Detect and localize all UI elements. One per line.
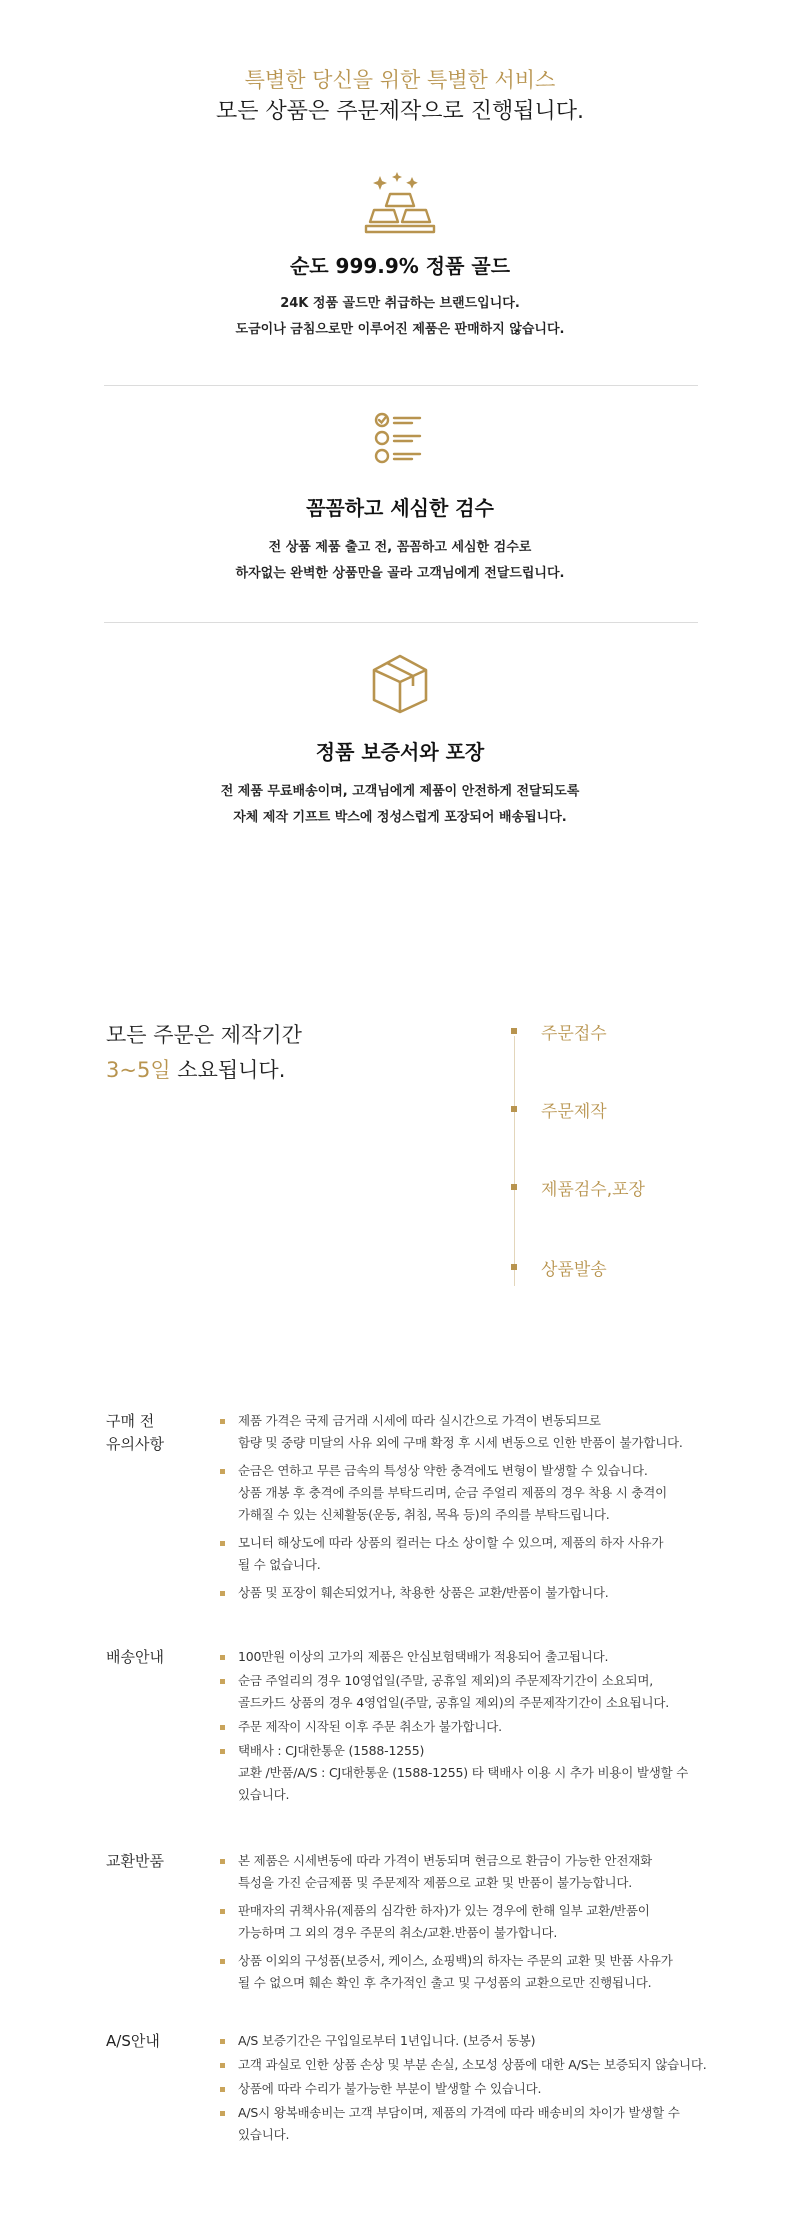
feature-line: 하자없는 완벽한 상품만을 골라 고객님에게 전달드립니다. bbox=[235, 566, 565, 581]
section-divider bbox=[104, 622, 698, 623]
hero-eyebrow: 특별한 당신을 위한 특별한 서비스 bbox=[244, 68, 556, 92]
step-dot bbox=[511, 1106, 517, 1112]
timeline-step bbox=[504, 1098, 607, 1120]
step-label: 상품발송 bbox=[541, 1259, 607, 1280]
production-period bbox=[106, 1018, 302, 1088]
package-box-icon bbox=[370, 652, 430, 714]
notice-list bbox=[220, 2030, 800, 2148]
notice-text: 판매자의 귀책사유(제품의 심각한 하자)가 있는 경우에 한해 일부 교환/반품이 가능하며 그 외의 경우 주문의 취소/교환.반품이 불가합니다. bbox=[238, 1903, 650, 1940]
notice-item bbox=[220, 1950, 800, 1994]
notice-text: 택배사 : CJ대한통운 (1588-1255) 교환 /반품/A/S : CJ대한통운 (1588-1255) 타 택배사 이용 시 추가 비용이 발생할 수 있습니다. bbox=[238, 1743, 689, 1802]
notice-item bbox=[220, 2078, 800, 2100]
feature-line: 자체 제작 기프트 박스에 정성스럽게 포장되어 배송됩니다. bbox=[233, 810, 567, 825]
notice-text: 상품에 따라 수리가 불가능한 부분이 발생할 수 있습니다. bbox=[238, 2081, 542, 2096]
bullet bbox=[220, 2087, 225, 2092]
notice-text: 순금 주얼리의 경우 10영업일(주말, 공휴일 제외)의 주문제작기간이 소요되며, 골드카드 상품의 경우 4영업일(주말, 공휴일 제외)의 주문제작기간이 소요됩니다. bbox=[238, 1673, 670, 1710]
notice-text: 순금은 연하고 무른 금속의 특성상 약한 충격에도 변형이 발생할 수 있습니다. 상품 개봉 후 충격에 주의를 부탁드리며, 순금 주얼리 제품의 경우 착용 시 충격이 가해질 수 있는 신체활동(운동, 취침, 목욕 등)의 주의를 부탁드립니다. bbox=[238, 1463, 668, 1522]
bullet bbox=[220, 2111, 225, 2116]
notice-text: 상품 이외의 구성품(보증서, 케이스, 쇼핑백)의 하자는 주문의 교환 및 반품 사유가 될 수 없으며 훼손 확인 후 추가적인 출고 및 구성품의 교환으로만 진행됩니다. bbox=[238, 1953, 673, 1990]
checklist-icon bbox=[374, 412, 426, 464]
notice-title: 배송안내 bbox=[106, 1648, 164, 1666]
period-line bbox=[106, 1053, 302, 1088]
timeline-step bbox=[504, 1020, 607, 1042]
order-timeline bbox=[504, 1020, 704, 1280]
notice-item bbox=[220, 2102, 800, 2146]
bullet bbox=[220, 1655, 225, 1660]
notice-title: A/S안내 bbox=[106, 2032, 160, 2050]
feature-title: 정품 보증서와 포장 bbox=[315, 740, 485, 764]
bullet bbox=[220, 1591, 225, 1596]
notice-item bbox=[220, 1670, 800, 1714]
bullet bbox=[220, 1679, 225, 1684]
step-dot bbox=[511, 1184, 517, 1190]
step-label: 주문제작 bbox=[541, 1101, 607, 1122]
period-days: 3~5일 bbox=[106, 1058, 171, 1082]
bullet bbox=[220, 1419, 225, 1424]
bullet bbox=[220, 1749, 225, 1754]
notice-text: A/S 보증기간은 구입일로부터 1년입니다. (보증서 동봉) bbox=[238, 2033, 536, 2048]
feature-title: 순도 999.9% 정품 골드 bbox=[289, 254, 511, 278]
timeline-line bbox=[514, 1036, 515, 1286]
notice-title: 구매 전 유의사항 bbox=[106, 1412, 164, 1453]
notice-item bbox=[220, 1532, 800, 1576]
notice-item bbox=[220, 1582, 800, 1604]
notice-text: 본 제품은 시세변동에 따라 가격이 변동되며 현금으로 환금이 가능한 안전재화 특성을 가진 순금제품 및 주문제작 제품으로 교환 및 반품이 불가능합니다. bbox=[238, 1853, 652, 1890]
bullet bbox=[220, 2039, 225, 2044]
notice-text: A/S시 왕복배송비는 고객 부담이며, 제품의 가격에 따라 배송비의 차이가 발생할 수 있습니다. bbox=[238, 2105, 680, 2142]
bullet bbox=[220, 1959, 225, 1964]
notice-item bbox=[220, 1646, 800, 1668]
notice-item bbox=[220, 1900, 800, 1944]
bullet bbox=[220, 1909, 225, 1914]
notice-text: 모니터 해상도에 따라 상품의 컬러는 다소 상이할 수 있으며, 제품의 하자 사유가 될 수 없습니다. bbox=[238, 1535, 664, 1572]
notice-text: 100만원 이상의 고가의 제품은 안심보험택배가 적용되어 출고됩니다. bbox=[238, 1649, 609, 1664]
feature-title: 꼼꼼하고 세심한 검수 bbox=[306, 496, 494, 520]
feature-line: 전 상품 제품 출고 전, 꼼꼼하고 세심한 검수로 bbox=[268, 540, 532, 555]
period-suffix: 소요됩니다. bbox=[170, 1058, 286, 1082]
feature-line: 전 제품 무료배송이며, 고객님에게 제품이 안전하게 전달되도록 bbox=[220, 784, 580, 799]
notice-text: 주문 제작이 시작된 이후 주문 취소가 불가합니다. bbox=[238, 1719, 502, 1734]
notice-item bbox=[220, 1850, 800, 1894]
notice-list bbox=[220, 1410, 800, 1610]
bullet bbox=[220, 2063, 225, 2068]
feature-gold bbox=[0, 172, 800, 343]
notice-item bbox=[220, 1460, 800, 1526]
gold-bars-icon bbox=[360, 172, 440, 236]
bullet bbox=[220, 1541, 225, 1546]
hero-title: 모든 상품은 주문제작으로 진행됩니다. bbox=[215, 99, 584, 124]
period-line: 모든 주문은 제작기간 bbox=[106, 1023, 302, 1047]
step-dot bbox=[511, 1264, 517, 1270]
notice-title: 교환반품 bbox=[106, 1852, 164, 1870]
notice-item bbox=[220, 1716, 800, 1738]
notice-item bbox=[220, 1740, 800, 1806]
notice-text: 제품 가격은 국제 금거래 시세에 따라 실시간으로 가격이 변동되므로 함량 및 중량 미달의 사유 외에 구매 확정 후 시세 변동으로 인한 반품이 불가합니다. bbox=[238, 1413, 683, 1450]
feature-line: 도금이나 금침으로만 이루어진 제품은 판매하지 않습니다. bbox=[235, 322, 565, 337]
notice-list bbox=[220, 1646, 800, 1808]
timeline-step bbox=[504, 1256, 607, 1278]
timeline-step bbox=[504, 1176, 645, 1198]
notice-list bbox=[220, 1850, 800, 2000]
feature-inspection bbox=[0, 412, 800, 587]
step-dot bbox=[511, 1028, 517, 1034]
notice-text: 고객 과실로 인한 상품 손상 및 부분 손실, 소모성 상품에 대한 A/S는 보증되지 않습니다. bbox=[238, 2057, 707, 2072]
bullet bbox=[220, 1725, 225, 1730]
notice-item bbox=[220, 2030, 800, 2052]
feature-line: 24K 정품 골드만 취급하는 브랜드입니다. bbox=[280, 296, 520, 311]
bullet bbox=[220, 1469, 225, 1474]
section-divider bbox=[104, 385, 698, 386]
step-label: 주문접수 bbox=[541, 1023, 607, 1044]
step-label: 제품검수,포장 bbox=[541, 1179, 645, 1200]
bullet bbox=[220, 1859, 225, 1864]
notice-text: 상품 및 포장이 훼손되었거나, 착용한 상품은 교환/반품이 불가합니다. bbox=[238, 1585, 609, 1600]
notice-item bbox=[220, 2054, 800, 2076]
notice-item bbox=[220, 1410, 800, 1454]
feature-packaging bbox=[0, 652, 800, 831]
